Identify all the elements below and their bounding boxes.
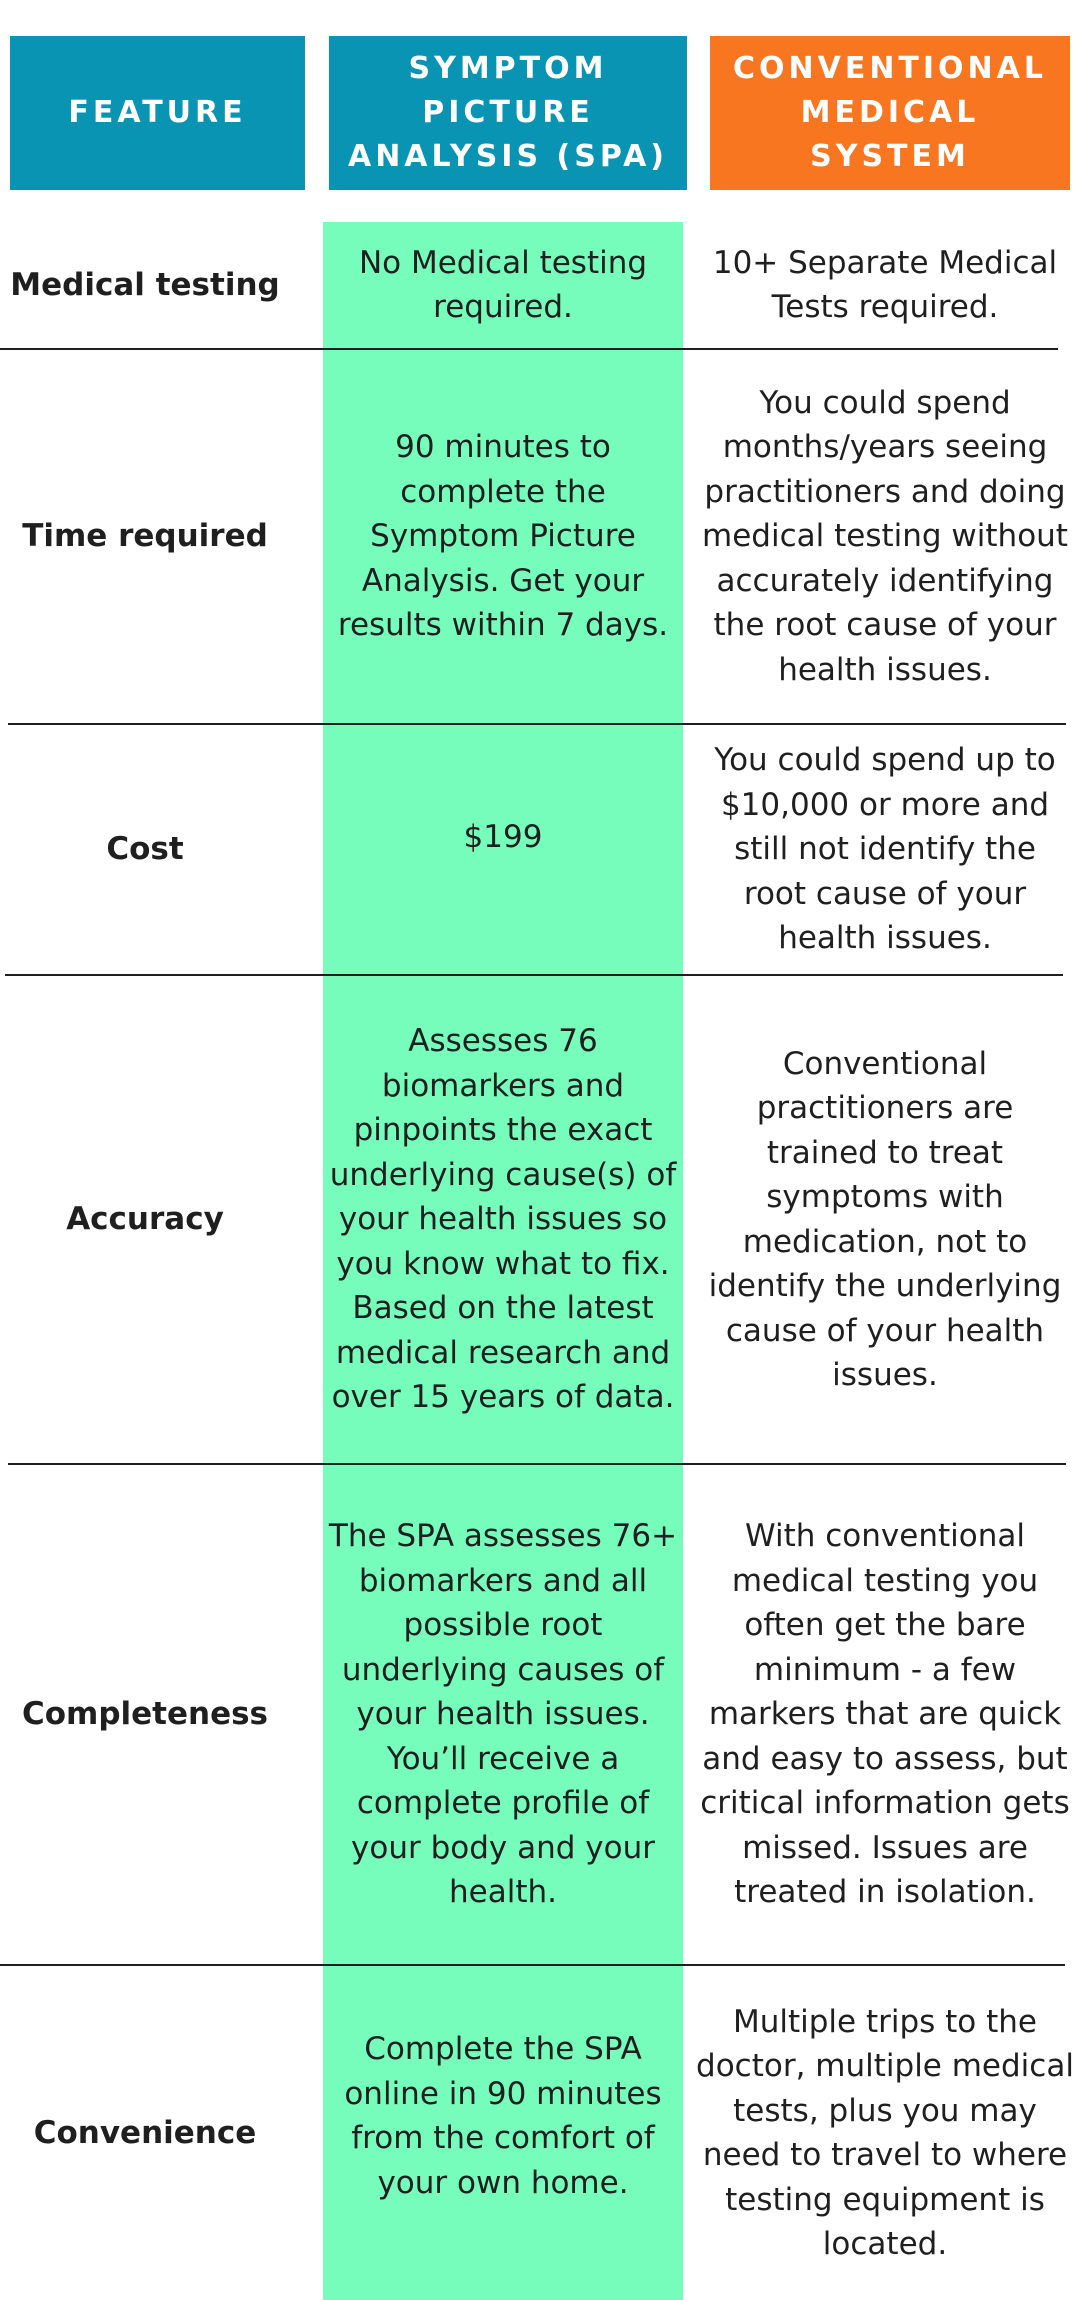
- feature-completeness: [0, 1465, 290, 1964]
- feature-accuracy: [0, 976, 290, 1463]
- spa-completeness: [323, 1465, 683, 1964]
- feature-label: Medical testing: [10, 266, 280, 303]
- conventional-text: 10+ Separate Medical Tests required.: [712, 244, 1058, 325]
- feature-medical-testing: [0, 222, 290, 348]
- header-feature-label: FEATURE: [68, 95, 247, 130]
- conventional-cost: [690, 725, 1080, 974]
- header-spa: [329, 36, 687, 190]
- feature-label: Cost: [106, 831, 184, 868]
- feature-cost: [0, 725, 290, 974]
- spa-text: Assesses 76 biomarkers and pinpoints the exact underlying cause(s) of your health issues so you know what to fix. Based on the latest medical research and over 15 years of data.: [329, 1023, 677, 1416]
- spa-text: The SPA assesses 76+ biomarkers and all possible root underlying causes of your health issues. You’ll receive a complete profile of your body and your health.: [328, 1518, 678, 1911]
- spa-text: No Medical testing required.: [358, 244, 648, 325]
- conventional-medical-testing: [690, 222, 1080, 348]
- feature-label: Completeness: [21, 1696, 269, 1733]
- spa-cost: [323, 725, 683, 950]
- conventional-time-required: [690, 350, 1080, 723]
- header-feature: [10, 36, 305, 190]
- spa-medical-testing: [323, 222, 683, 348]
- feature-label: Time required: [22, 518, 268, 555]
- conventional-text: With conventional medical testing you often get the bare minimum - a few markers that are quick and easy to assess, but critical information gets missed. Issues are treated in isolation.: [700, 1518, 1070, 1911]
- header-spa-label: SYMPTOM PICTURE ANALYSIS (SPA): [347, 51, 668, 174]
- header-conventional: [710, 36, 1070, 190]
- conventional-text: Multiple trips to the doctor, multiple medical tests, plus you may need to travel to where testing equipment is located.: [696, 2003, 1074, 2262]
- feature-label: Accuracy: [66, 1201, 224, 1238]
- spa-text: 90 minutes to complete the Symptom Picture Analysis. Get your results within 7 days.: [337, 429, 669, 644]
- feature-time-required: [0, 350, 290, 723]
- feature-convenience: [0, 1966, 290, 2300]
- spa-text: $199: [463, 819, 543, 856]
- conventional-accuracy: [690, 976, 1080, 1463]
- spa-convenience: [323, 1966, 683, 2266]
- spa-accuracy: [323, 976, 683, 1463]
- conventional-convenience: [690, 1966, 1080, 2300]
- header-conventional-label: CONVENTIONAL MEDICAL SYSTEM: [732, 51, 1047, 174]
- conventional-text: You could spend months/years seeing practitioners and doing medical testing without accurately identifying the root cause of your health issues.: [702, 384, 1068, 688]
- conventional-completeness: [690, 1465, 1080, 1964]
- spa-text: Complete the SPA online in 90 minutes from the comfort of your own home.: [344, 2031, 662, 2201]
- conventional-text: Conventional practitioners are trained to treat symptoms with medication, not to identify the underlying cause of your health issues.: [708, 1045, 1062, 1393]
- feature-label: Convenience: [33, 2114, 257, 2151]
- spa-time-required: [323, 350, 683, 723]
- conventional-text: You could spend up to $10,000 or more and still not identify the root cause of your health issues.: [714, 742, 1056, 957]
